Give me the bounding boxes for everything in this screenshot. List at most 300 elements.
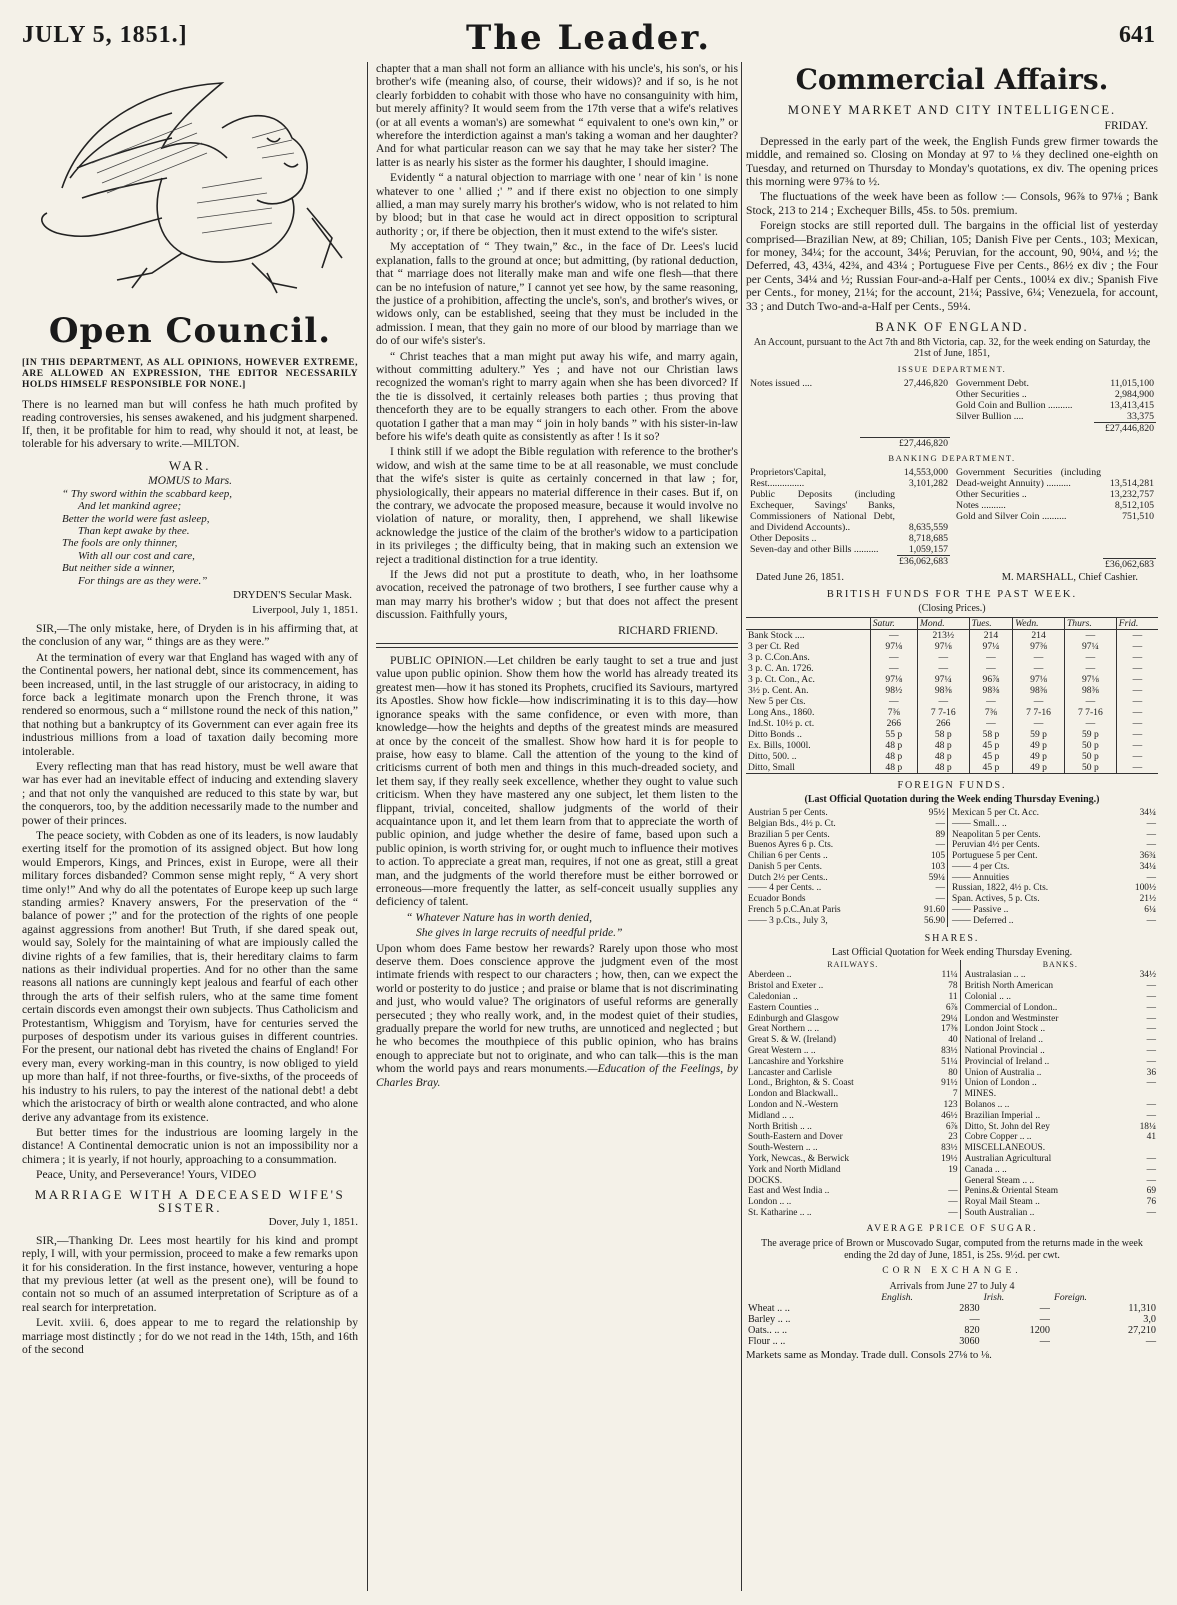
price-cell: 50 p [1064, 762, 1116, 774]
value-cell: 13,232,757 [1109, 489, 1154, 500]
value-cell: 103 [930, 861, 946, 872]
issue-department-table [746, 378, 1158, 449]
name-cell: Peruvian 4½ per Cents. [948, 840, 1117, 851]
price-cell: — [1116, 629, 1158, 641]
name-cell: London and Westminster [960, 1014, 1124, 1025]
name-cell: South-Western .. .. [748, 1143, 818, 1154]
price-cell: 48 p [917, 751, 969, 762]
table-row [746, 762, 1158, 774]
price-cell: — [1116, 718, 1158, 729]
name-cell: South Australian .. [960, 1208, 1124, 1219]
marriage-paragraph: If the Jews did not put a prostitute to death, who, in her loathsome avocation, received the patronage of two brothers, I see further cause why a man may marry his brother's widow ; but that does not affect the present discussion. Faithfully yours, [376, 568, 738, 622]
table-row [746, 1046, 1158, 1057]
price-cell: — [1013, 663, 1065, 674]
table-row [746, 1154, 1158, 1165]
name-cell: Mexican 5 per Ct. Acc. [948, 808, 1117, 819]
name-cell: —— Annuities [948, 873, 1117, 884]
name-cell: Ditto, St. John del Rey [960, 1122, 1124, 1133]
value-cell: 100½ [1134, 883, 1156, 894]
name-cell: Cobre Copper .. .. [960, 1132, 1124, 1143]
table-row [748, 556, 950, 568]
table-row [746, 729, 1158, 740]
corn-table [746, 1292, 1158, 1347]
war-signoff: Peace, Unity, and Perseverance! Yours, VIDEO [36, 1168, 257, 1182]
name-cell: Lancaster and Carlisle [748, 1067, 832, 1078]
table-row [746, 970, 1158, 981]
name-cell: Australasian .. .. [960, 970, 1124, 981]
stock-name-cell: 3 per Ct. Red [748, 640, 800, 652]
value-cell [1125, 1143, 1158, 1154]
price-cell: — [870, 696, 917, 707]
sugar-text: The average price of Brown or Muscovado Sugar, computed from the returns made in the week ending the 2d day of June, 1851, is 25s. 9½d. per cwt. [761, 1238, 1143, 1261]
war-poem [22, 488, 358, 587]
name-cell: Portuguese 5 per Cent. [948, 851, 1117, 862]
value-cell: 83½ [941, 1143, 958, 1154]
price-cell: 98⅜ [917, 685, 969, 696]
corn-footer: Markets same as Monday. Trade dull. Consols 27⅛ to ⅛. [746, 1349, 992, 1362]
stock-name-cell: Ind.St. 10½ p. ct. [748, 717, 815, 729]
table-row [746, 663, 1158, 674]
price-cell: — [1064, 629, 1116, 641]
shares-table [746, 960, 1158, 1219]
column-header [746, 617, 870, 629]
name-cell: London .. .. [748, 1197, 792, 1208]
price-cell: 266 [917, 718, 969, 729]
value-cell: 95½ [928, 807, 946, 818]
header-date: JULY 5, 1851.] [22, 22, 188, 48]
value-cell: — [1146, 1208, 1156, 1218]
marriage-paragraph: SIR,—Thanking Dr. Lees most heartily for his kind and prompt reply, I will, with your permission, proceed to make a few remarks upon it for his consideration. In the first instance, however, venturing a hope that my previous letter (at well as the present one), will be found to contain not so much of an assumed interpretation of Scripture as of a real search for interpretation. [22, 1233, 358, 1314]
commercial-paragraph: The fluctuations of the week have been as follow :— Consols, 96⅞ to 97⅛ ; Bank Stock, 213 to 214 ; Exchequer Bills, 45s. to 50s. premium. [746, 190, 1158, 217]
page-number: 641 [1119, 22, 1155, 48]
label-cell: Proprietors'Capital, [750, 467, 827, 478]
value-cell: 34¼ [1139, 807, 1156, 818]
name-cell: Australian Agricultural [960, 1154, 1124, 1165]
stock-name-cell: Ditto, 500. .. [748, 750, 797, 762]
war-dateline: Liverpool, July 1, 1851. [252, 604, 358, 617]
value-cell: 34½ [1139, 970, 1156, 981]
stock-name-cell: Ditto Bonds .. [748, 728, 802, 740]
column-rule [741, 62, 742, 1591]
price-cell: 214 [969, 629, 1012, 641]
name-cell: Austrian 5 per Cents. [748, 807, 828, 818]
table-row [746, 1197, 1158, 1208]
column-header: Foreign. [1053, 1292, 1087, 1304]
label-cell: Other Securities .. [956, 489, 1027, 500]
sugar-title: AVERAGE PRICE OF SUGAR. [866, 1223, 1038, 1234]
name-cell: —— 4 per Cts. [948, 862, 1117, 873]
value-cell: 6¼ [1144, 905, 1156, 916]
table-row [954, 489, 1156, 500]
grain-cell: Barley .. .. [748, 1314, 791, 1326]
name-cell: North British .. .. [748, 1121, 812, 1132]
value-cell: 76 [1146, 1197, 1156, 1208]
label-cell: Government Debt. [956, 378, 1029, 390]
name-cell: Lancashire and Yorkshire [748, 1056, 844, 1067]
value-cell: 40 [948, 1035, 958, 1046]
column-header: Thurs. [1064, 617, 1116, 629]
friday-label: FRIDAY. [1104, 119, 1148, 133]
value-cell: — [948, 1186, 958, 1197]
price-cell: 49 p [1013, 740, 1065, 751]
table-row [746, 685, 1158, 696]
column-left [22, 62, 358, 1593]
poem-attribution: DRYDEN'S Secular Mask. [232, 589, 352, 602]
name-cell: Bristol and Exeter .. [748, 981, 824, 992]
price-cell: 98⅜ [969, 685, 1012, 696]
price-cell: 7 7-16 [917, 707, 969, 718]
table-row [746, 1165, 1158, 1176]
war-subtitle: MOMUS to Mars. [147, 474, 233, 488]
name-cell: —— Deferred .. [948, 916, 1117, 927]
quantity-cell: 11,310 [1128, 1303, 1156, 1315]
name-cell: Great Western .. .. [748, 1046, 816, 1057]
marriage-dateline: Dover, July 1, 1851. [268, 1216, 358, 1229]
table-row [746, 1100, 1158, 1111]
name-cell: London Joint Stock .. [960, 1024, 1124, 1035]
public-opinion-paragraph [376, 654, 738, 909]
name-cell: London and Blackwall.. [748, 1089, 839, 1100]
banking-department-title: BANKING DEPARTMENT. [888, 452, 1016, 463]
table-row [748, 437, 950, 449]
value-cell: 13,413,415 [1109, 400, 1154, 412]
table-row [746, 1186, 1158, 1197]
value-cell: 14,553,000 [903, 467, 948, 478]
grain-cell: Wheat .. .. [748, 1303, 790, 1315]
table-row [746, 851, 1158, 862]
banking-department-table [746, 467, 1158, 570]
name-cell: York, Newcas., & Berwick [748, 1154, 850, 1165]
price-cell: 96⅞ [969, 674, 1012, 685]
value-cell: 6⅞ [945, 1121, 958, 1132]
price-cell: — [1116, 663, 1158, 674]
price-cell: 213½ [917, 629, 969, 641]
price-cell: 97⅛ [870, 641, 917, 652]
foreign-funds-table [746, 808, 1158, 927]
price-cell: — [1064, 652, 1116, 663]
value-cell: 1,059,157 [908, 544, 948, 555]
value-cell: 83½ [941, 1046, 958, 1057]
name-cell: —— 3 p.Cts., July 3, [748, 915, 828, 926]
name-cell: London and N.-Western [748, 1100, 839, 1111]
column-header: Frid. [1116, 617, 1158, 629]
table-row [746, 1035, 1158, 1046]
label-cell: Government Securities (including Dead-weight Annuity) .......... [956, 467, 1102, 489]
issue-department-title: ISSUE DEPARTMENT. [897, 363, 1007, 374]
name-cell: —— Small.. .. [948, 819, 1117, 830]
table-row [748, 478, 950, 489]
table-row [746, 707, 1158, 718]
table-row [954, 400, 1156, 411]
quantity-cell: — [1039, 1336, 1050, 1348]
public-opinion-paragraph [376, 942, 738, 1089]
value-cell: 11¼ [941, 970, 958, 981]
table-row [954, 378, 1156, 389]
grain-cell: Oats.. .. .. [748, 1325, 788, 1337]
name-cell: National of Ireland .. [960, 1035, 1124, 1046]
name-cell: Royal Mail Steam .. [960, 1197, 1124, 1208]
label-cell: Other Securities .. [956, 389, 1027, 401]
bank-footer [756, 571, 1138, 584]
table-header-row [746, 1292, 1158, 1303]
value-cell: 8,718,685 [908, 533, 948, 544]
table-row [746, 883, 1158, 894]
value-cell: — [1146, 1013, 1156, 1024]
foreign-funds-title: FOREIGN FUNDS. [897, 779, 1007, 791]
table-row [746, 916, 1158, 927]
name-cell: —— Passive .. [948, 905, 1117, 916]
quote-line: “ Whatever Nature has in worth denied, [406, 910, 593, 924]
war-paragraph: Every reflecting man that has read history, must be well aware that war has ever had an inevitable effect of inducing and extending slavery ; and that not only the vanquished are reduced to this state by war, but the conquerors, too, by the addition necessarily made to the number and power of their princes. [22, 759, 358, 827]
table-row [746, 1024, 1158, 1035]
table-row [746, 1325, 1158, 1336]
quantity-cell: — [1039, 1314, 1050, 1326]
value-cell: 34¼ [1139, 861, 1156, 872]
table-row [748, 489, 950, 533]
price-cell: — [1116, 729, 1158, 740]
value-cell: — [1146, 1100, 1156, 1111]
table-row [746, 1314, 1158, 1325]
table-row [748, 378, 950, 389]
quantity-cell: 2830 [959, 1303, 980, 1315]
name-cell: DOCKS. [748, 1175, 783, 1186]
grain-cell: Flour .. .. [748, 1336, 786, 1348]
column-rule [367, 62, 368, 1591]
table-row [746, 1078, 1158, 1089]
price-cell: 49 p [1013, 762, 1065, 774]
name-cell: Span. Actives, 5 p. Cts. [948, 894, 1117, 905]
value-cell: 2,984,900 [1114, 389, 1154, 401]
table-row [746, 696, 1158, 707]
commercial-paragraph: Foreign stocks are still reported dull. The bargains in the official list of yesterday comprised—Brazilian New, at 89; Chilian, 105; Danish Five per Cents., 103; Mexican, for money, 34¼; for the account, 34⅛; Peruvian, for the account, 90, 90¼, and ½; the Deferred, 43, 43¼, 42¾, and 43¼ ; Portuguese Five per Cents., 86½ ex div ; the Four per Cents, 34¼ and ½; Russian Four-and-a-Half per Cents., 100¼ ex div.; Spanish Five per Cents., for money, 21¼; for the account, 21¼; Passive, 6¼; Venezuela, for account, 33 ; and Dutch Two-and-a-Half per Cents., 59¼. [746, 219, 1158, 313]
bank-cashier: M. MARSHALL, Chief Cashier. [1001, 571, 1138, 583]
shares-title: SHARES. [924, 932, 980, 944]
value-cell: — [1146, 1078, 1156, 1089]
price-cell: — [1116, 696, 1158, 707]
price-cell: — [969, 663, 1012, 674]
column-header: English. [881, 1292, 913, 1304]
price-cell: 7 7-16 [1064, 707, 1116, 718]
poem-line: But neither side a winner, [62, 562, 175, 575]
open-council-title: Open Council. [48, 311, 332, 351]
value-cell: 91½ [941, 1078, 958, 1089]
price-cell: 7 7-16 [1013, 707, 1065, 718]
quantity-cell: 1200 [1029, 1325, 1050, 1337]
price-cell: 98½ [870, 685, 917, 696]
price-cell: 97⅛ [1064, 674, 1116, 685]
price-cell: 97⅛ [917, 641, 969, 652]
price-cell: — [870, 629, 917, 641]
value-cell: — [1146, 1175, 1156, 1186]
marriage-paragraph: chapter that a man shall not form an alliance with his uncle's, his son's, or his brother's wife (meaning also, of course, their widows)? and if so, is he not clearly forbidden to cohabit with those who have no consanguinity with him, but merely affinity? It would seem from the 17th verse that a wife's relatives (or at all events a woman's) are somewhat “ equivalent to one's own kin,” or wherefore the interdiction against a man's taking a woman and her daughter? And for what particular reason can we say that he may take her sister? The latter is as nearly his sister as the former his daughter, I should imagine. [376, 62, 738, 169]
table-row [746, 629, 1158, 641]
quantity-cell: — [969, 1314, 980, 1326]
table-row [746, 894, 1158, 905]
table-header-row [746, 960, 1158, 971]
table-row [954, 511, 1156, 522]
value-cell: 59¼ [928, 872, 946, 883]
price-cell: 97⅛ [1013, 674, 1065, 685]
bank-intro: An Account, pursuant to the Act 7th and 8th Victoria, cap. 32, for the week ending on Saturday, the 21st of June, 1851, [753, 336, 1151, 360]
poem-line: “ Thy sword within the scabbard keep, [62, 487, 232, 500]
label-cell: Silver Bullion .... [956, 411, 1024, 423]
price-cell: 48 p [870, 751, 917, 762]
british-funds-table [746, 617, 1158, 774]
value-cell: 23 [948, 1132, 958, 1143]
table-row [746, 981, 1158, 992]
table-row [954, 389, 1156, 400]
table-row [746, 652, 1158, 663]
value-cell: 33,375 [1127, 411, 1154, 423]
public-opinion-text: Upon whom does Fame bestow her rewards? Rarely upon those who most deserve them. Does conscience approve the judgment even of the most intimate friends with respect to our characters ; how, then, can we expect the world or posterity to do justice ; and praise or blame that is not discriminating and just, who would value? The originators of useful reforms are generally persecuted ; they who really work, and, in the modest quiet of their studies, gradually prepare the world for new truths, are unnoticed and neglected ; but he who becomes the mouthpiece of this public opinion, who has brains enough to appreciate but not to originate, and who can talk—this is the man whom the world pays and rears monuments. [376, 941, 738, 1076]
table-row [746, 1003, 1158, 1014]
value-cell: 18¼ [1139, 1121, 1156, 1132]
value-cell: 89 [935, 829, 946, 840]
value-cell: — [935, 894, 946, 905]
table-row [746, 718, 1158, 729]
name-cell: Caledonian .. [748, 992, 798, 1003]
table-row [746, 1014, 1158, 1025]
price-cell: 59 p [1064, 729, 1116, 740]
price-cell: — [1116, 707, 1158, 718]
war-title: WAR. [168, 458, 212, 473]
marriage-paragraph: I think still if we adopt the Bible regulation with reference to the brother's widow, and wish at the same time to be at all reasonable, we must conclude that the wife's sister is quite as certainly concerned in that law ; for, physiologically, their appears no material difference in their cases. But if, on the contrary, we advocate the proposed measure, because it would involve no violation of nature, or morality, then, I apprehend, we shall likewise acknowledge the justice of the claim of the brother's widow to a participation in its privileges ; the difficulty being, that in making such an extension we reject a traditional distinction for a true identity. [376, 445, 738, 566]
table-row [748, 467, 950, 478]
marriage-paragraph: Evidently “ a natural objection to marriage with one ' near of kin ' is none whatever to one ' allied ;' ” and if there exist no objection to one simply allied, a man may surely marry his brother's widow, who is not related to him by blood; but in that case he would act in direct opposition to scriptural authority ; or, if there be objection, then it must extend to the wife's sister. [376, 171, 738, 238]
table-row [746, 674, 1158, 685]
british-funds-subtitle: (Closing Prices.) [918, 603, 986, 615]
stock-name-cell: Ex. Bills, 1000l. [748, 739, 811, 751]
british-funds-title: BRITISH FUNDS FOR THE PAST WEEK. [826, 588, 1078, 600]
value-cell: 36 [1146, 1067, 1156, 1078]
price-cell: 266 [870, 718, 917, 729]
price-cell: — [969, 718, 1012, 729]
value-cell: — [1146, 1056, 1156, 1067]
masthead-title: The Leader. [465, 18, 712, 58]
price-cell: 97¼ [969, 641, 1012, 652]
price-cell: — [1013, 696, 1065, 707]
public-opinion-lead: PUBLIC OPINION. [390, 654, 487, 668]
name-cell: Chilian 6 per Cents .. [748, 851, 828, 862]
price-cell: — [870, 663, 917, 674]
name-cell: East and West India .. [748, 1186, 830, 1197]
price-cell: 97⅜ [1013, 641, 1065, 652]
table-row [746, 873, 1158, 884]
name-cell: Union of London .. [960, 1078, 1124, 1089]
value-cell: — [1146, 1035, 1156, 1046]
value-cell: — [935, 818, 946, 829]
price-cell: 58 p [917, 729, 969, 740]
name-cell: Provincial of Ireland .. [960, 1057, 1124, 1068]
total-cell: £27,446,820 [860, 437, 950, 449]
value-cell: 51¼ [941, 1056, 958, 1067]
table-row [746, 808, 1158, 819]
value-cell: 8,512,105 [1114, 500, 1154, 511]
value-cell: 91.60 [923, 905, 946, 916]
table-row [748, 533, 950, 544]
name-cell: Lond., Brighton, & S. Coast [748, 1078, 854, 1089]
table-row [954, 423, 1156, 435]
marriage-paragraph: “ Christ teaches that a man might put away his wife, and marry again, without committing adultery.” Yes ; and have not our Christian laws recognized the woman's right to marry again when she has been divorced? If the tie is dissolved, it certainly releases both parties ; thus proving that thenceforth they are to be equally strangers to each other. From the above quotation I gather that a man may “ join in holy bands ” with his sister-in-law before his wife's death quite as consistently as after ! Is it so? [376, 349, 738, 443]
table-row [746, 740, 1158, 751]
name-cell: Great Northern .. .. [748, 1024, 820, 1035]
name-cell: Danish 5 per Cents. [748, 861, 822, 872]
marriage-signature: RICHARD FRIEND. [618, 623, 718, 637]
column-header: Irish. [983, 1292, 1005, 1304]
price-cell: 45 p [969, 751, 1012, 762]
price-cell: — [1064, 718, 1116, 729]
name-cell: Brazilian Imperial .. [960, 1111, 1124, 1122]
price-cell: 97¼ [917, 674, 969, 685]
table-row [746, 1143, 1158, 1154]
name-cell: National Provincial .. [960, 1046, 1124, 1057]
price-cell: 97¼ [1064, 641, 1116, 652]
name-cell: Dutch 2½ per Cents.. [748, 872, 828, 883]
column-header: BANKS. [960, 960, 1158, 971]
name-cell: French 5 p.C.An.at Paris [748, 905, 841, 916]
price-cell: — [1116, 652, 1158, 663]
commercial-affairs-title: Commercial Affairs. [795, 63, 1109, 96]
table-row [954, 467, 1156, 489]
marriage-paragraph: My acceptation of “ They twain,” &c., in the face of Dr. Lees's lucid explanation, falls to the ground at once; but admitting, (by rational deduction, that “ marriage does not literally make man and wife one flesh—that there can be no intefusion of nature,” I cannot yet see how, by the same reasoning, the justice of a prohibition, affecting the uncle's, son's, and brother's wives, or widows only, can be established, seeing that they must be included in the admission. I mean, that they gain no more of our blood by marriage than we do of our wife's sister's. [376, 240, 738, 348]
poem-line: For things are as they were.” [78, 574, 208, 587]
price-cell: 48 p [917, 740, 969, 751]
column-header: Satur. [870, 617, 917, 629]
price-cell: 214 [1013, 629, 1065, 641]
column-header: Wedn. [1013, 617, 1065, 629]
value-cell: — [1146, 840, 1156, 851]
table-row [746, 1122, 1158, 1133]
table-row [746, 641, 1158, 652]
name-cell: Colonial .. .. [960, 992, 1124, 1003]
table-row [746, 1068, 1158, 1079]
value-cell: 80 [948, 1067, 958, 1078]
stock-name-cell: Ditto, Small [748, 761, 795, 773]
value-cell: 19 [948, 1164, 958, 1175]
name-cell: Bolanos .. .. [960, 1100, 1124, 1111]
value-cell: 8,635,559 [908, 522, 948, 533]
price-cell: — [1013, 718, 1065, 729]
value-cell: — [1146, 1110, 1156, 1121]
value-cell: 41 [1146, 1132, 1156, 1143]
table-header-row [746, 617, 1158, 629]
value-cell: 17⅜ [941, 1024, 958, 1035]
value-cell: 46½ [941, 1110, 958, 1121]
price-cell: 49 p [1013, 751, 1065, 762]
marriage-paragraph: Levit. xviii. 6, does appear to me to regard the relationship by marriage most distinctly ; for do we not read in the 14th, 15th, and 16th of the second [22, 1316, 358, 1356]
value-cell: — [935, 883, 946, 894]
table-row [746, 862, 1158, 873]
price-cell: 98⅜ [1064, 685, 1116, 696]
price-cell: 7⅜ [870, 707, 917, 718]
quantity-cell: 3,0 [1143, 1314, 1156, 1326]
value-cell: 11,015,100 [1110, 378, 1154, 390]
name-cell: —— 4 per Cents. .. [748, 883, 822, 894]
table-row [954, 411, 1156, 423]
name-cell: Penins.& Oriental Steam [960, 1186, 1124, 1197]
total-cell: £36,062,683 [899, 556, 948, 567]
price-cell: 55 p [870, 729, 917, 740]
price-cell: — [969, 696, 1012, 707]
table-row [746, 1303, 1158, 1314]
value-cell: — [1146, 1154, 1156, 1165]
bank-dated: Dated June 26, 1851. [756, 571, 845, 583]
quantity-cell: 27,210 [1127, 1325, 1156, 1337]
value-cell [926, 1176, 960, 1187]
value-cell: — [1146, 992, 1156, 1003]
winged-lion-illustration [22, 68, 358, 308]
value-cell: — [1146, 1002, 1156, 1013]
